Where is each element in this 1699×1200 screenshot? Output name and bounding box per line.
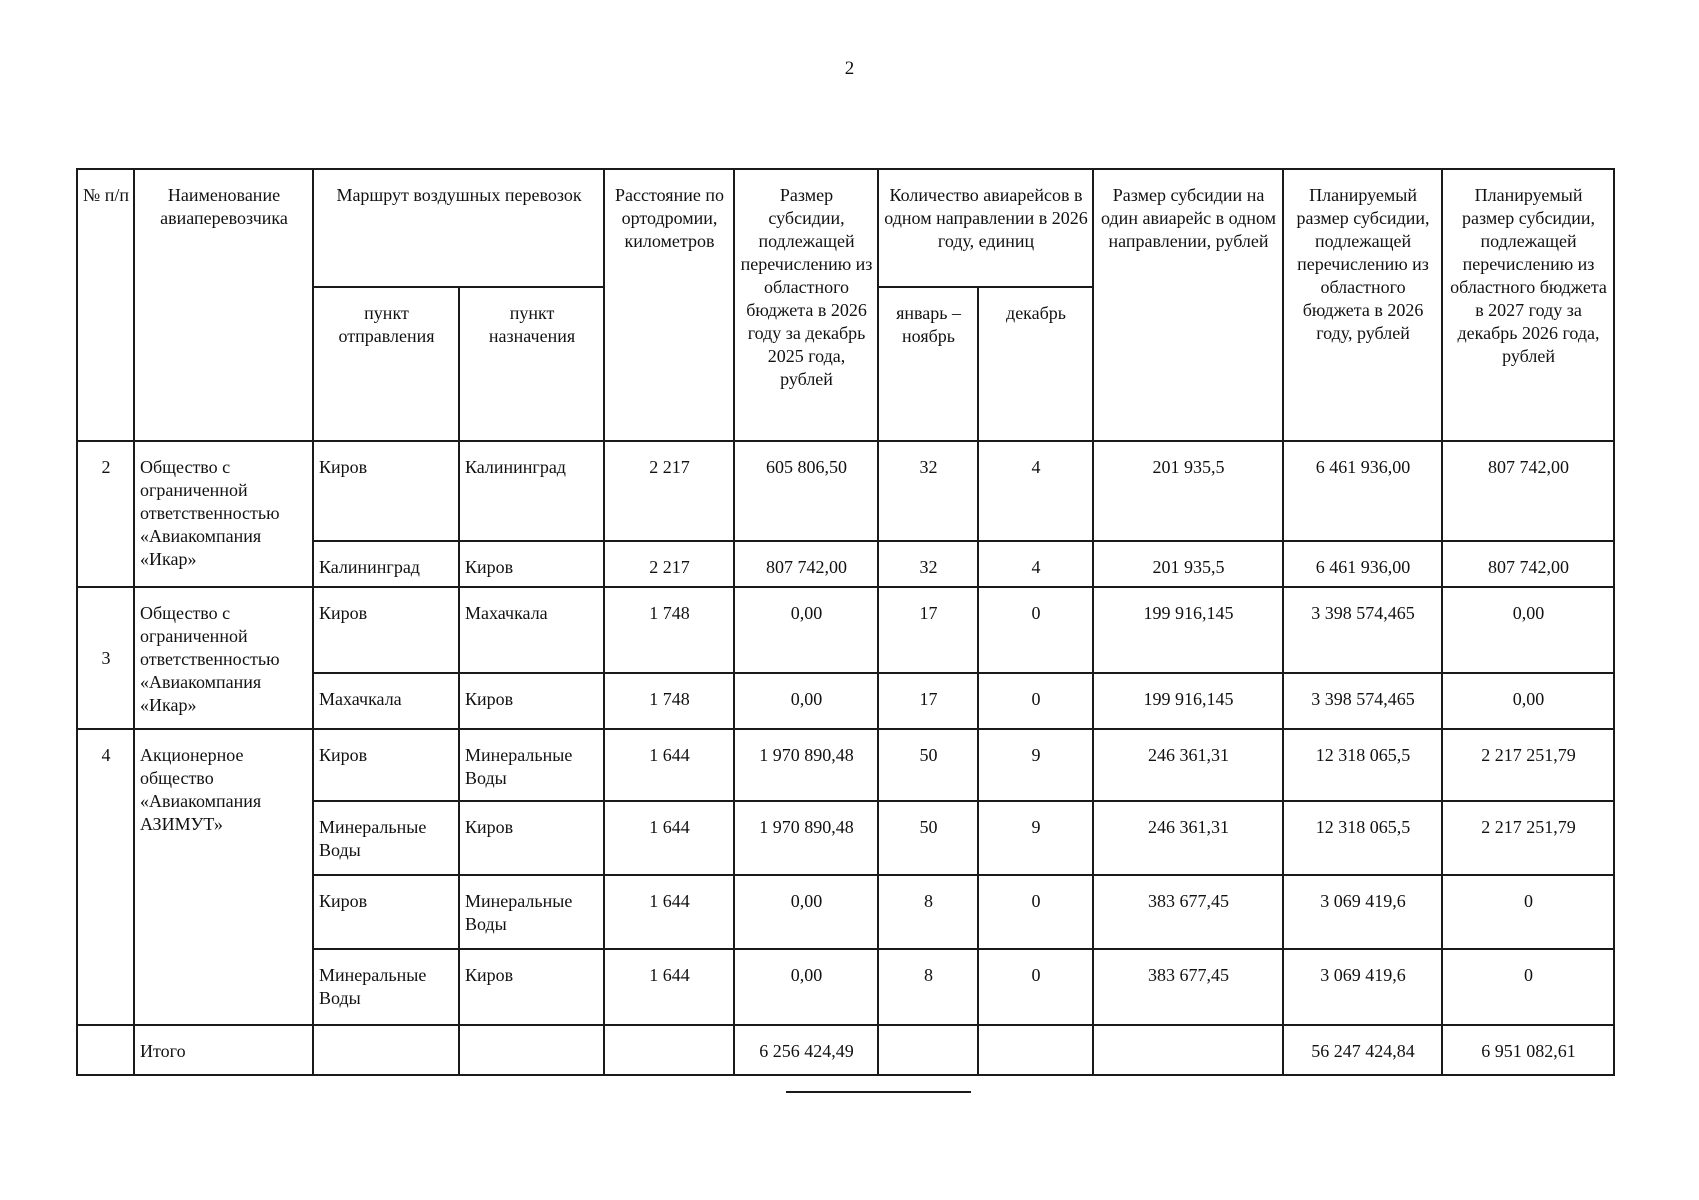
- planned-2026-cell: 3 069 419,6: [1283, 875, 1442, 949]
- distance-cell: 1 748: [604, 587, 734, 673]
- page-number: 2: [844, 58, 855, 79]
- row-number: 3: [77, 587, 134, 729]
- december-cell: 0: [978, 673, 1093, 729]
- carrier-name: Общество с ограниченной ответственностью «Авиакомпания «Икар»: [134, 441, 313, 587]
- december-cell: 4: [978, 441, 1093, 541]
- planned-2027-cell: 0,00: [1442, 587, 1614, 673]
- total-subsidy-dec2025: 6 256 424,49: [734, 1025, 878, 1075]
- departure-cell: Минеральные Воды: [313, 949, 459, 1025]
- jan-nov-cell: 32: [878, 441, 978, 541]
- table-row: [77, 587, 1614, 673]
- subsidy-dec2025-cell: 1 970 890,48: [734, 801, 878, 875]
- row-number: 4: [77, 729, 134, 1025]
- subsidy-dec2025-cell: 0,00: [734, 875, 878, 949]
- destination-cell: Киров: [459, 673, 604, 729]
- planned-2027-cell: 2 217 251,79: [1442, 801, 1614, 875]
- planned-2027-cell: 0,00: [1442, 673, 1614, 729]
- total-empty-cell: [1093, 1025, 1283, 1075]
- departure-cell: Калининград: [313, 541, 459, 587]
- december-cell: 0: [978, 587, 1093, 673]
- header-distance: Расстояние по ортодромии, километров: [604, 169, 734, 441]
- jan-nov-cell: 17: [878, 673, 978, 729]
- planned-2026-cell: 12 318 065,5: [1283, 801, 1442, 875]
- jan-nov-cell: 17: [878, 587, 978, 673]
- header-route: Маршрут воздушных перевозок: [313, 169, 604, 287]
- planned-2026-cell: 3 069 419,6: [1283, 949, 1442, 1025]
- total-empty-cell: [604, 1025, 734, 1075]
- per-flight-cell: 201 935,5: [1093, 541, 1283, 587]
- per-flight-cell: 246 361,31: [1093, 801, 1283, 875]
- distance-cell: 1 748: [604, 673, 734, 729]
- jan-nov-cell: 8: [878, 949, 978, 1025]
- per-flight-cell: 383 677,45: [1093, 875, 1283, 949]
- destination-cell: Киров: [459, 949, 604, 1025]
- departure-cell: Махачкала: [313, 673, 459, 729]
- header-subsidy-dec2025: Размер субсидии, подлежащей перечислению из областного бюджета в 2026 году за декабрь 2025 года, рублей: [734, 169, 878, 441]
- total-row: [77, 1025, 1614, 1075]
- per-flight-cell: 246 361,31: [1093, 729, 1283, 801]
- subsidy-dec2025-cell: 605 806,50: [734, 441, 878, 541]
- header-num: № п/п: [77, 169, 134, 441]
- departure-cell: Минеральные Воды: [313, 801, 459, 875]
- header-planned-2026: Планируемый размер субсидии, подлежащей перечислению из областного бюджета в 2026 году, рублей: [1283, 169, 1442, 441]
- total-empty-cell: [459, 1025, 604, 1075]
- total-label: Итого: [134, 1025, 313, 1075]
- subsidy-dec2025-cell: 1 970 890,48: [734, 729, 878, 801]
- planned-2027-cell: 807 742,00: [1442, 441, 1614, 541]
- total-empty-cell: [313, 1025, 459, 1075]
- row-number: 2: [77, 441, 134, 587]
- table-row: [77, 441, 1614, 541]
- distance-cell: 1 644: [604, 949, 734, 1025]
- december-cell: 9: [978, 729, 1093, 801]
- departure-cell: Киров: [313, 729, 459, 801]
- subsidy-dec2025-cell: 0,00: [734, 673, 878, 729]
- distance-cell: 2 217: [604, 441, 734, 541]
- december-cell: 0: [978, 949, 1093, 1025]
- planned-2027-cell: 2 217 251,79: [1442, 729, 1614, 801]
- departure-cell: Киров: [313, 587, 459, 673]
- jan-nov-cell: 32: [878, 541, 978, 587]
- carrier-name: Акционерное общество «Авиакомпания АЗИМУТ»: [134, 729, 313, 1025]
- header-carrier: Наименование авиаперевозчика: [134, 169, 313, 441]
- header-departure: пункт отправления: [313, 287, 459, 441]
- planned-2026-cell: 6 461 936,00: [1283, 441, 1442, 541]
- departure-cell: Киров: [313, 441, 459, 541]
- subsidy-dec2025-cell: 0,00: [734, 587, 878, 673]
- destination-cell: Минеральные Воды: [459, 729, 604, 801]
- destination-cell: Минеральные Воды: [459, 875, 604, 949]
- subsidy-table: [76, 168, 1615, 1076]
- total-num-cell: [77, 1025, 134, 1075]
- header-flights: Количество авиарейсов в одном направлении в 2026 году, единиц: [878, 169, 1093, 287]
- destination-cell: Киров: [459, 801, 604, 875]
- destination-cell: Калининград: [459, 441, 604, 541]
- planned-2026-cell: 3 398 574,465: [1283, 673, 1442, 729]
- distance-cell: 1 644: [604, 875, 734, 949]
- distance-cell: 1 644: [604, 729, 734, 801]
- departure-cell: Киров: [313, 875, 459, 949]
- planned-2026-cell: 12 318 065,5: [1283, 729, 1442, 801]
- subsidy-dec2025-cell: 807 742,00: [734, 541, 878, 587]
- header-planned-2027: Планируемый размер субсидии, подлежащей перечислению из областного бюджета в 2027 году за декабрь 2026 года, рублей: [1442, 169, 1614, 441]
- december-cell: 9: [978, 801, 1093, 875]
- planned-2027-cell: 807 742,00: [1442, 541, 1614, 587]
- per-flight-cell: 199 916,145: [1093, 673, 1283, 729]
- footer-divider: [786, 1091, 971, 1093]
- planned-2026-cell: 3 398 574,465: [1283, 587, 1442, 673]
- december-cell: 4: [978, 541, 1093, 587]
- distance-cell: 2 217: [604, 541, 734, 587]
- header-jan-nov: январь – ноябрь: [878, 287, 978, 441]
- carrier-name: Общество с ограниченной ответственностью «Авиакомпания «Икар»: [134, 587, 313, 729]
- distance-cell: 1 644: [604, 801, 734, 875]
- december-cell: 0: [978, 875, 1093, 949]
- subsidy-dec2025-cell: 0,00: [734, 949, 878, 1025]
- jan-nov-cell: 50: [878, 801, 978, 875]
- total-empty-cell: [878, 1025, 978, 1075]
- total-planned-2027: 6 951 082,61: [1442, 1025, 1614, 1075]
- planned-2027-cell: 0: [1442, 949, 1614, 1025]
- total-planned-2026: 56 247 424,84: [1283, 1025, 1442, 1075]
- jan-nov-cell: 8: [878, 875, 978, 949]
- header-destination: пункт назначения: [459, 287, 604, 441]
- per-flight-cell: 383 677,45: [1093, 949, 1283, 1025]
- per-flight-cell: 201 935,5: [1093, 441, 1283, 541]
- planned-2026-cell: 6 461 936,00: [1283, 541, 1442, 587]
- per-flight-cell: 199 916,145: [1093, 587, 1283, 673]
- table-row: [77, 729, 1614, 801]
- destination-cell: Киров: [459, 541, 604, 587]
- total-empty-cell: [978, 1025, 1093, 1075]
- planned-2027-cell: 0: [1442, 875, 1614, 949]
- jan-nov-cell: 50: [878, 729, 978, 801]
- header-december: декабрь: [978, 287, 1093, 441]
- header-per-flight: Размер субсидии на один авиарейс в одном направлении, рублей: [1093, 169, 1283, 441]
- destination-cell: Махачкала: [459, 587, 604, 673]
